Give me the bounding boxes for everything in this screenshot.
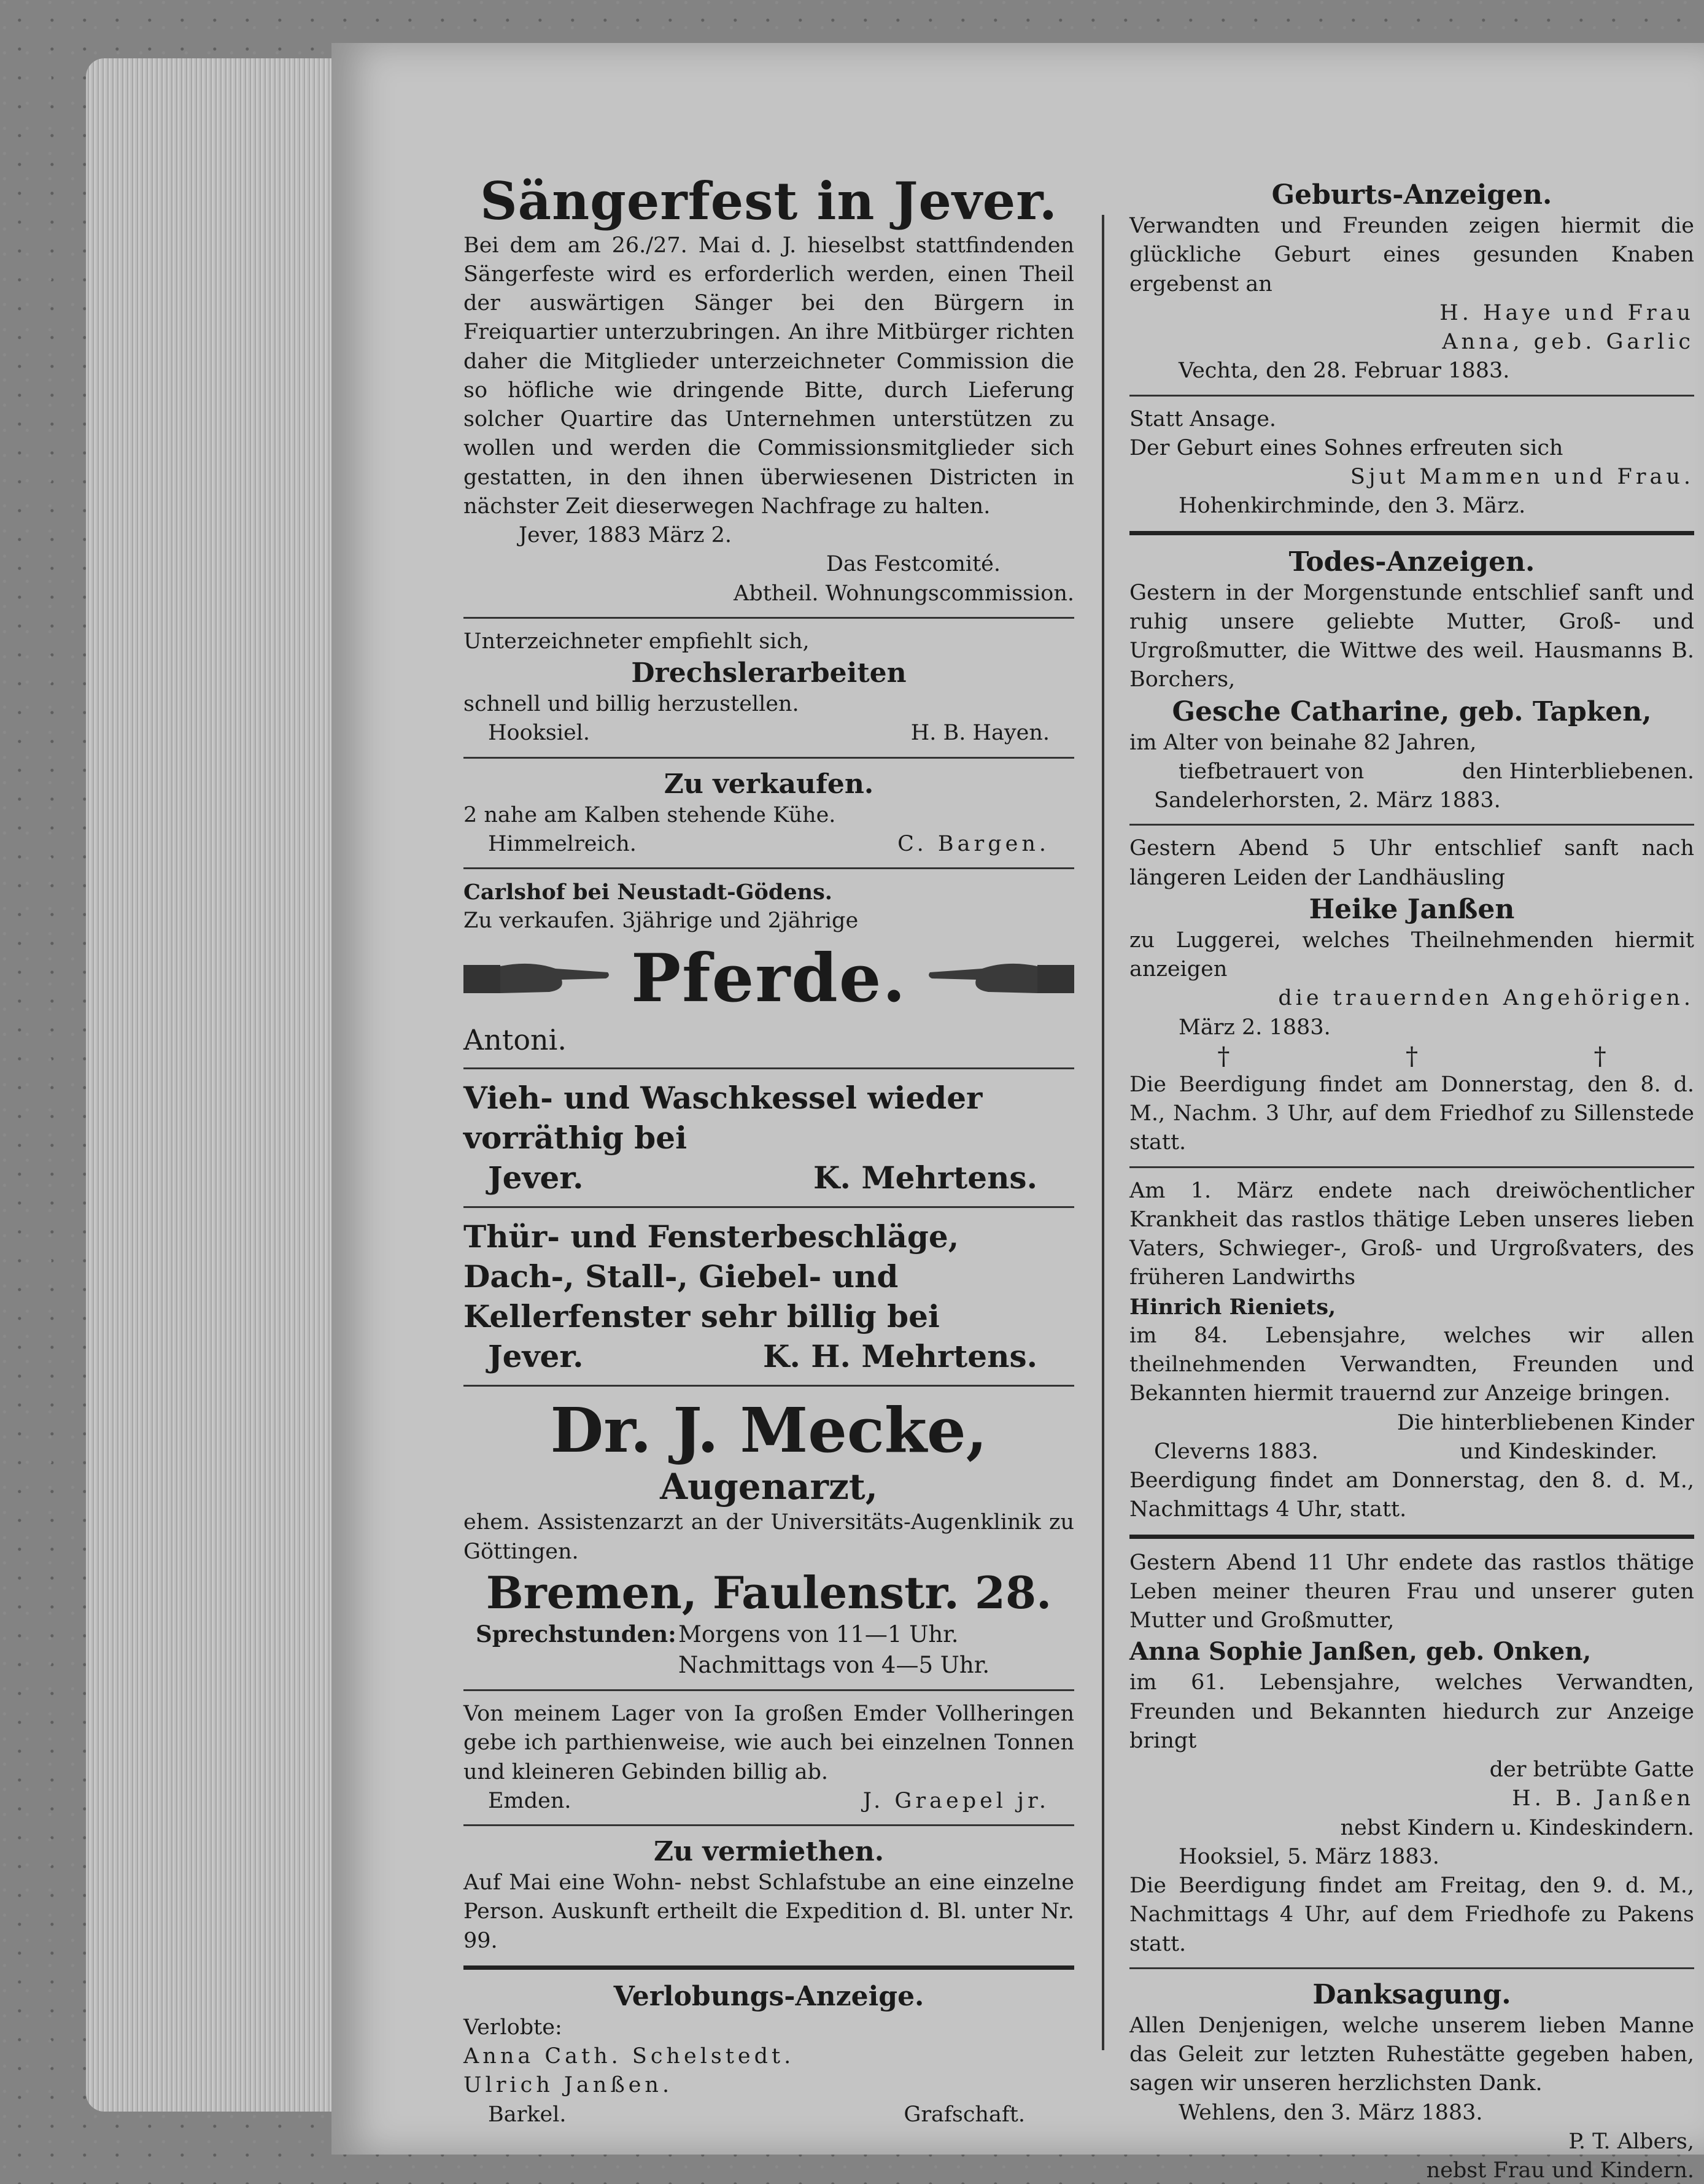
cross-icon: †: [1217, 1042, 1230, 1071]
ad-hours: [463, 1619, 1074, 1650]
ad-title: Geburts-Anzeigen.: [1271, 179, 1552, 211]
ad-intro: Unterzeichneter empfiehlt sich,: [463, 629, 810, 654]
ad-place: Emden.: [488, 1788, 571, 1813]
separator-rule: [463, 1206, 1074, 1208]
ad-text: Gestern Abend 5 Uhr entschlief sanft nach längeren Leiden der Landhäusling: [1129, 836, 1694, 890]
ad-title: Zu verkaufen.: [664, 768, 874, 800]
ad-title: Drechslerarbeiten: [631, 657, 907, 689]
ad-text: zu Luggerei, welches Theilnehmenden hiermit anzeigen: [1129, 927, 1694, 982]
ad-date: Vechta, den 28. Februar 1883.: [1179, 358, 1510, 384]
ad-date: Jever, 1883 März 2.: [519, 523, 732, 548]
ad-drechsler: [463, 627, 1074, 748]
ad-text: im 61. Lebensjahre, welches Verwandten, Freunden und Bekannten hiedurch zur Anzeige bringt: [1129, 1670, 1694, 1753]
ad-footer: [463, 1336, 1074, 1376]
ad-title: Statt Ansage.: [1129, 406, 1277, 432]
ad-place: Himmelreich.: [488, 831, 637, 856]
separator-rule: [463, 1385, 1074, 1387]
separator-rule: [1129, 531, 1694, 535]
ad-saengerfest: [463, 172, 1074, 608]
ad-name: Heike Janßen: [1309, 893, 1515, 925]
ad-name: H. B. Hayen.: [910, 721, 1050, 746]
ad-signature: die trauernden Angehörigen.: [1278, 986, 1694, 1011]
separator-rule: [463, 1689, 1074, 1691]
ad-text: Verwandten und Freunden zeigen hiermit die glückliche Geburt eines gesunden Knaben ergebenst an: [1129, 214, 1694, 296]
ad-statt-ansage: [1129, 405, 1694, 521]
separator-rule: [463, 757, 1074, 759]
separator-rule: [463, 1824, 1074, 1826]
ad-title: Zu vermiethen.: [653, 1836, 885, 1868]
ad-text: Gestern Abend 11 Uhr endete das rastlos thätige Leben meiner theuren Frau und unserer guten Mutter und Großmutter,: [1129, 1550, 1694, 1633]
ad-funeral: Die Beerdigung findet am Donnerstag, den 8. d. M., Nachm. 3 Uhr, auf dem Friedhof zu Sillenstede statt.: [1129, 1072, 1694, 1155]
column-divider: [1102, 215, 1104, 2050]
ad-title: Danksagung.: [1312, 1978, 1511, 2010]
crosses: [1129, 1042, 1694, 1071]
ad-text: Vieh- und Waschkessel wieder vorräthig bei: [463, 1079, 983, 1156]
ad-title: Pferde.: [630, 939, 907, 1017]
ad-signature: nebst Frau und Kindern.: [1426, 2158, 1694, 2183]
hours-morning: Morgens von 11—1 Uhr.: [678, 1621, 959, 1648]
ad-footer: [463, 1787, 1074, 1816]
ad-text: Bei dem am 26./27. Mai d. J. hieselbst stattfindenden Sängerfeste wird es erforderlich werden, einen Theil der auswärtigen Sänger bei den Bürgern in Freiquartier unterzubringen. An ihre Mitbürger richten daher die Mitglieder unterzeichneter Commission die so höfliche wie dringende Bitte, durch Lieferung solcher Quartire das Unternehmen unterstützen zu wollen und werden die Commissionsmitglieder sich gestatten, in den ihnen überwiesenen Districten in nächster Zeit dieserwegen Nachfrage zu halten.: [463, 233, 1074, 519]
ad-todes-rieniets: [1129, 1177, 1694, 1525]
ad-verlobung: [463, 1980, 1074, 2129]
ad-name: K. H. Mehrtens.: [763, 1338, 1037, 1374]
ad-date: Hohenkirchminde, den 3. März.: [1179, 494, 1526, 519]
separator-rule: [1129, 395, 1694, 397]
ad-text: im Alter von beinahe 82 Jahren,: [1129, 730, 1477, 755]
ad-place: Carlshof bei Neustadt-Gödens.: [463, 880, 832, 905]
ad-footer: [463, 830, 1074, 859]
pointing-hand-left-icon: [927, 954, 1074, 1003]
ad-text: Thür- und Fensterbeschläge, Dach-, Stall-, Giebel- und Kellerfenster sehr billig bei: [463, 1218, 959, 1334]
ad-text: Gestern in der Morgenstunde entschlief sanft und ruhig unsere geliebte Mutter, Groß- und Urgroßmutter, die Wittwe des weil. Hausmanns B. Borchers,: [1129, 580, 1694, 692]
ad-date: Sandelerhorsten, 2. März 1883.: [1154, 788, 1501, 813]
cross-icon: †: [1594, 1042, 1606, 1071]
separator-rule: [1129, 1166, 1694, 1168]
ad-verkaufen-kuehe: [463, 767, 1074, 859]
ad-text: tiefbetrauert von: [1179, 759, 1365, 784]
ad-text: Allen Denjenigen, welche unserem lieben Manne das Geleit zur letzten Ruhestätte gegeben haben, sagen wir unseren herzlichsten Dank.: [1129, 2013, 1694, 2096]
ad-text: Der Geburt eines Sohnes erfreuten sich: [1129, 435, 1563, 460]
right-column: [1129, 178, 1694, 2184]
ad-title: Augenarzt,: [660, 1465, 878, 1508]
ad-title: Verlobungs-Anzeige.: [613, 1980, 924, 2012]
ad-footer: [463, 719, 1074, 748]
ad-signature: P. T. Albers,: [1568, 2129, 1694, 2154]
ad-text: schnell und billig herzustellen.: [463, 692, 799, 717]
ad-title: Todes-Anzeigen.: [1288, 546, 1535, 578]
ad-pferde: [463, 878, 1074, 1059]
ad-name: H. Haye und Frau: [1439, 300, 1694, 325]
ad-footer: [1129, 757, 1694, 786]
ad-text: den Hinterbliebenen.: [1462, 759, 1694, 784]
ad-kessel: [463, 1078, 1074, 1198]
ad-danksagung: [1129, 1978, 1694, 2184]
pointing-hand-right-icon: [463, 954, 611, 1003]
ad-todes-anna: [1129, 1549, 1694, 1959]
ad-mecke: [463, 1395, 1074, 1681]
ad-footer: [463, 1158, 1074, 1198]
ad-name: C. Bargen.: [897, 831, 1050, 856]
ad-signature: Die hinterbliebenen Kinder: [1396, 1410, 1694, 1435]
ad-geburt: [1129, 178, 1694, 386]
ad-text: ehem. Assistenzarzt an der Universitäts-Augenklinik zu Göttingen.: [463, 1510, 1074, 1564]
ad-name: Sjut Mammen und Frau.: [1350, 465, 1694, 489]
pferde-banner: [463, 940, 1074, 1017]
ad-place: Grafschaft.: [904, 2102, 1025, 2127]
separator-rule: [463, 1067, 1074, 1069]
ad-name: Dr. J. Mecke,: [550, 1393, 988, 1466]
ad-title: Sängerfest in Jever.: [480, 171, 1058, 231]
ad-subtitle: Verlobte:: [463, 2015, 562, 2040]
separator-rule: [463, 1965, 1074, 1970]
ad-text: Am 1. März endete nach dreiwöchentlicher Krankheit das rastlos thätige Leben unseres lieben Vaters, Schwieger-, Groß- und Urgroßvaters, des früheren Landwirths: [1129, 1178, 1694, 1290]
separator-rule: [1129, 824, 1694, 826]
ad-date: März 2. 1883.: [1179, 1015, 1331, 1040]
hours-afternoon: Nachmittags von 4—5 Uhr.: [678, 1652, 990, 1679]
ad-name: J. Graepel jr.: [862, 1788, 1050, 1813]
ad-date: Wehlens, den 3. März 1883.: [1179, 2100, 1483, 2125]
separator-rule: [463, 867, 1074, 869]
hours-label: Sprechstunden:: [476, 1621, 676, 1648]
book-page-edges: [86, 58, 338, 2112]
ad-name: Gesche Catharine, geb. Tapken,: [1172, 695, 1652, 727]
separator-rule: [463, 617, 1074, 619]
ad-text: Von meinem Lager von Ia großen Emder Vollheringen gebe ich parthienweise, wie auch bei einzelnen Tonnen und kleineren Gebinden billig ab.: [463, 1702, 1074, 1784]
ad-signature: nebst Kindern u. Kindeskindern.: [1340, 1815, 1694, 1840]
ad-signature: und Kindeskinder.: [1460, 1439, 1657, 1464]
ad-text: Auf Mai eine Wohn- nebst Schlafstube an eine einzelne Person. Auskunft ertheilt die Expedition d. Bl. unter Nr. 99.: [463, 1870, 1074, 1953]
ad-place: Jever.: [488, 1338, 584, 1374]
ad-signature: H. B. Janßen: [1512, 1786, 1694, 1811]
ad-funeral: Beerdigung findet am Donnerstag, den 8. d. M., Nachmittags 4 Uhr, statt.: [1129, 1468, 1694, 1522]
ad-name: Ulrich Janßen.: [463, 2073, 673, 2098]
ad-todes-borchers: [1129, 545, 1694, 816]
ad-name: Antoni.: [463, 1023, 567, 1056]
ad-vermiethen: [463, 1835, 1074, 1956]
ad-place: Barkel.: [488, 2102, 567, 2127]
ad-footer: [463, 2101, 1074, 2129]
ad-name: Hinrich Rieniets,: [1129, 1294, 1336, 1320]
ad-name: Anna Cath. Schelstedt.: [463, 2044, 795, 2069]
ad-place: Hooksiel.: [488, 721, 591, 746]
ad-todes-janssen: [1129, 834, 1694, 1157]
ad-beschlaege: [463, 1217, 1074, 1376]
ad-text: 2 nahe am Kalben stehende Kühe.: [463, 802, 836, 827]
ad-footer: [1129, 1438, 1694, 1466]
left-column: [463, 172, 1074, 2129]
separator-rule: [1129, 1535, 1694, 1539]
cross-icon: †: [1405, 1042, 1418, 1071]
ad-name: Anna, geb. Garlic: [1442, 330, 1694, 354]
ad-signature: Das Festcomité.: [826, 552, 1001, 577]
ad-text: im 84. Lebensjahre, welches wir allen theilnehmenden Verwandten, Freunden und Bekannten hiermit trauernd zur Anzeige bringen.: [1129, 1323, 1694, 1406]
ad-heringe: [463, 1700, 1074, 1816]
ad-address: Bremen, Faulenstr. 28.: [486, 1566, 1052, 1619]
ad-text: Zu verkaufen. 3jährige und 2jährige: [463, 908, 859, 934]
separator-rule: [1129, 1967, 1694, 1969]
ad-signature: der betrübte Gatte: [1489, 1757, 1694, 1782]
ad-funeral: Die Beerdigung findet am Freitag, den 9. d. M., Nachmittags 4 Uhr, auf dem Friedhofe zu Pakens statt.: [1129, 1873, 1694, 1956]
ad-date: Hooksiel, 5. März 1883.: [1179, 1844, 1439, 1869]
ad-name: Anna Sophie Janßen, geb. Onken,: [1129, 1637, 1592, 1667]
ad-name: K. Mehrtens.: [813, 1159, 1037, 1196]
ad-signature: Abtheil. Wohnungscommission.: [734, 581, 1074, 606]
ad-place: Cleverns 1883.: [1154, 1439, 1319, 1464]
ad-place: Jever.: [488, 1159, 584, 1196]
